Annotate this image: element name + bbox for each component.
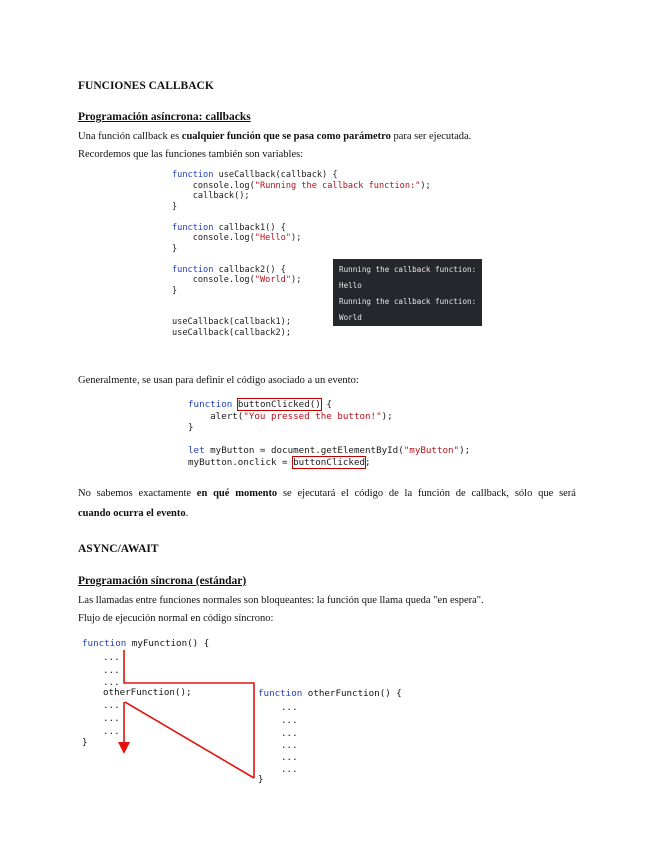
string: "World" [254,275,292,285]
code: callback(); [172,191,250,201]
bold-text: cualquier función que se pasa como parámetro [181,131,391,142]
keyword: function [188,399,233,410]
code: useCallback(callback) { [213,170,338,180]
code: callback1() { [213,222,286,233]
code: alert( [188,410,244,422]
diagram-dots: ... [103,665,120,676]
code: } [172,201,178,212]
arrow-head-down [118,742,130,754]
code: myFunction() { [126,638,210,649]
keyword: function [82,638,127,649]
code: } [172,285,178,296]
keyword: function [172,264,214,275]
console-line: Hello [339,281,362,290]
keyword: let [188,445,205,456]
code: ); [291,275,302,285]
code: console.log( [172,233,255,243]
code: } [172,243,178,254]
keyword: function [172,222,214,233]
diagram-dots: ... [103,713,120,724]
flow-path [124,650,254,778]
text: . [185,508,189,519]
paragraph-events: Generalmente, se usan para definir el código asociado a un evento: [78,375,359,386]
text: se ejecutará el código de la función de callback, sólo que será [277,488,576,499]
bold-text: cuando ocurra el evento [78,508,186,519]
string: "myButton" [403,445,460,456]
console-line: World [339,313,362,322]
code: otherFunction() { [302,688,402,699]
code: myButton = document.getElementById( [204,445,404,456]
diagram-left-close: } [82,737,88,748]
flow-line-return [125,702,254,778]
code: ); [459,445,471,456]
code: ); [420,180,431,191]
highlight-function-name: buttonClicked() [237,399,321,410]
highlight-handler: buttonClicked [293,456,366,468]
diagram-dots: ... [103,700,120,711]
text: No sabemos exactamente [78,488,197,499]
keyword: function [258,688,303,699]
subtitle-sync-programming: Programación síncrona (estándar) [78,575,247,587]
code: ); [381,410,393,422]
diagram-dots: ... [281,702,298,713]
diagram-dots: ... [103,652,120,663]
code: myButton.onclick = [188,456,294,468]
diagram-dots: ... [281,752,298,763]
diagram-right-close: } [258,774,264,785]
diagram-dots: ... [281,740,298,751]
code: console.log( [172,275,255,285]
diagram-dots: ... [103,677,120,688]
text: para ser ejecutada. [390,131,472,142]
code: useCallback(callback1); [172,317,291,327]
diagram-dots: ... [103,726,120,737]
string: "Hello" [254,233,292,243]
diagram-dots: ... [281,764,298,775]
paragraph-functions-variables: Recordemos que las funciones también son variables: [78,149,304,160]
section-title-async-await: ASYNC/AWAIT [78,543,159,555]
code: useCallback(callback2); [172,327,291,338]
keyword: function [172,170,214,180]
console-line: Running the callback function: [339,265,477,274]
section-title-callbacks: FUNCIONES CALLBACK [78,80,214,92]
subtitle-async-callbacks: Programación asíncrona: callbacks [78,111,251,123]
diagram-call-other-function: otherFunction(); [103,687,192,698]
string: "You pressed the button!" [243,410,382,422]
diagram-dots: ... [281,715,298,726]
string: "Running the callback function:" [254,180,421,191]
code: } [188,422,194,433]
code: ; [365,456,371,468]
paragraph-blocking-calls: Las llamadas entre funciones normales son bloqueantes: la función que llama queda "en espera". [78,595,484,606]
flow-line-call [124,650,254,778]
code: ); [291,233,302,243]
code: callback2() { [213,264,286,275]
console-line: Running the callback function: [339,297,477,306]
bold-text: en qué momento [196,488,278,499]
paragraph-sync-flow: Flujo de ejecución normal en código síncrono: [78,613,274,624]
code: console.log( [172,180,255,191]
text: Una función callback es [78,131,182,142]
diagram-dots: ... [281,728,298,739]
code: { [320,399,332,410]
